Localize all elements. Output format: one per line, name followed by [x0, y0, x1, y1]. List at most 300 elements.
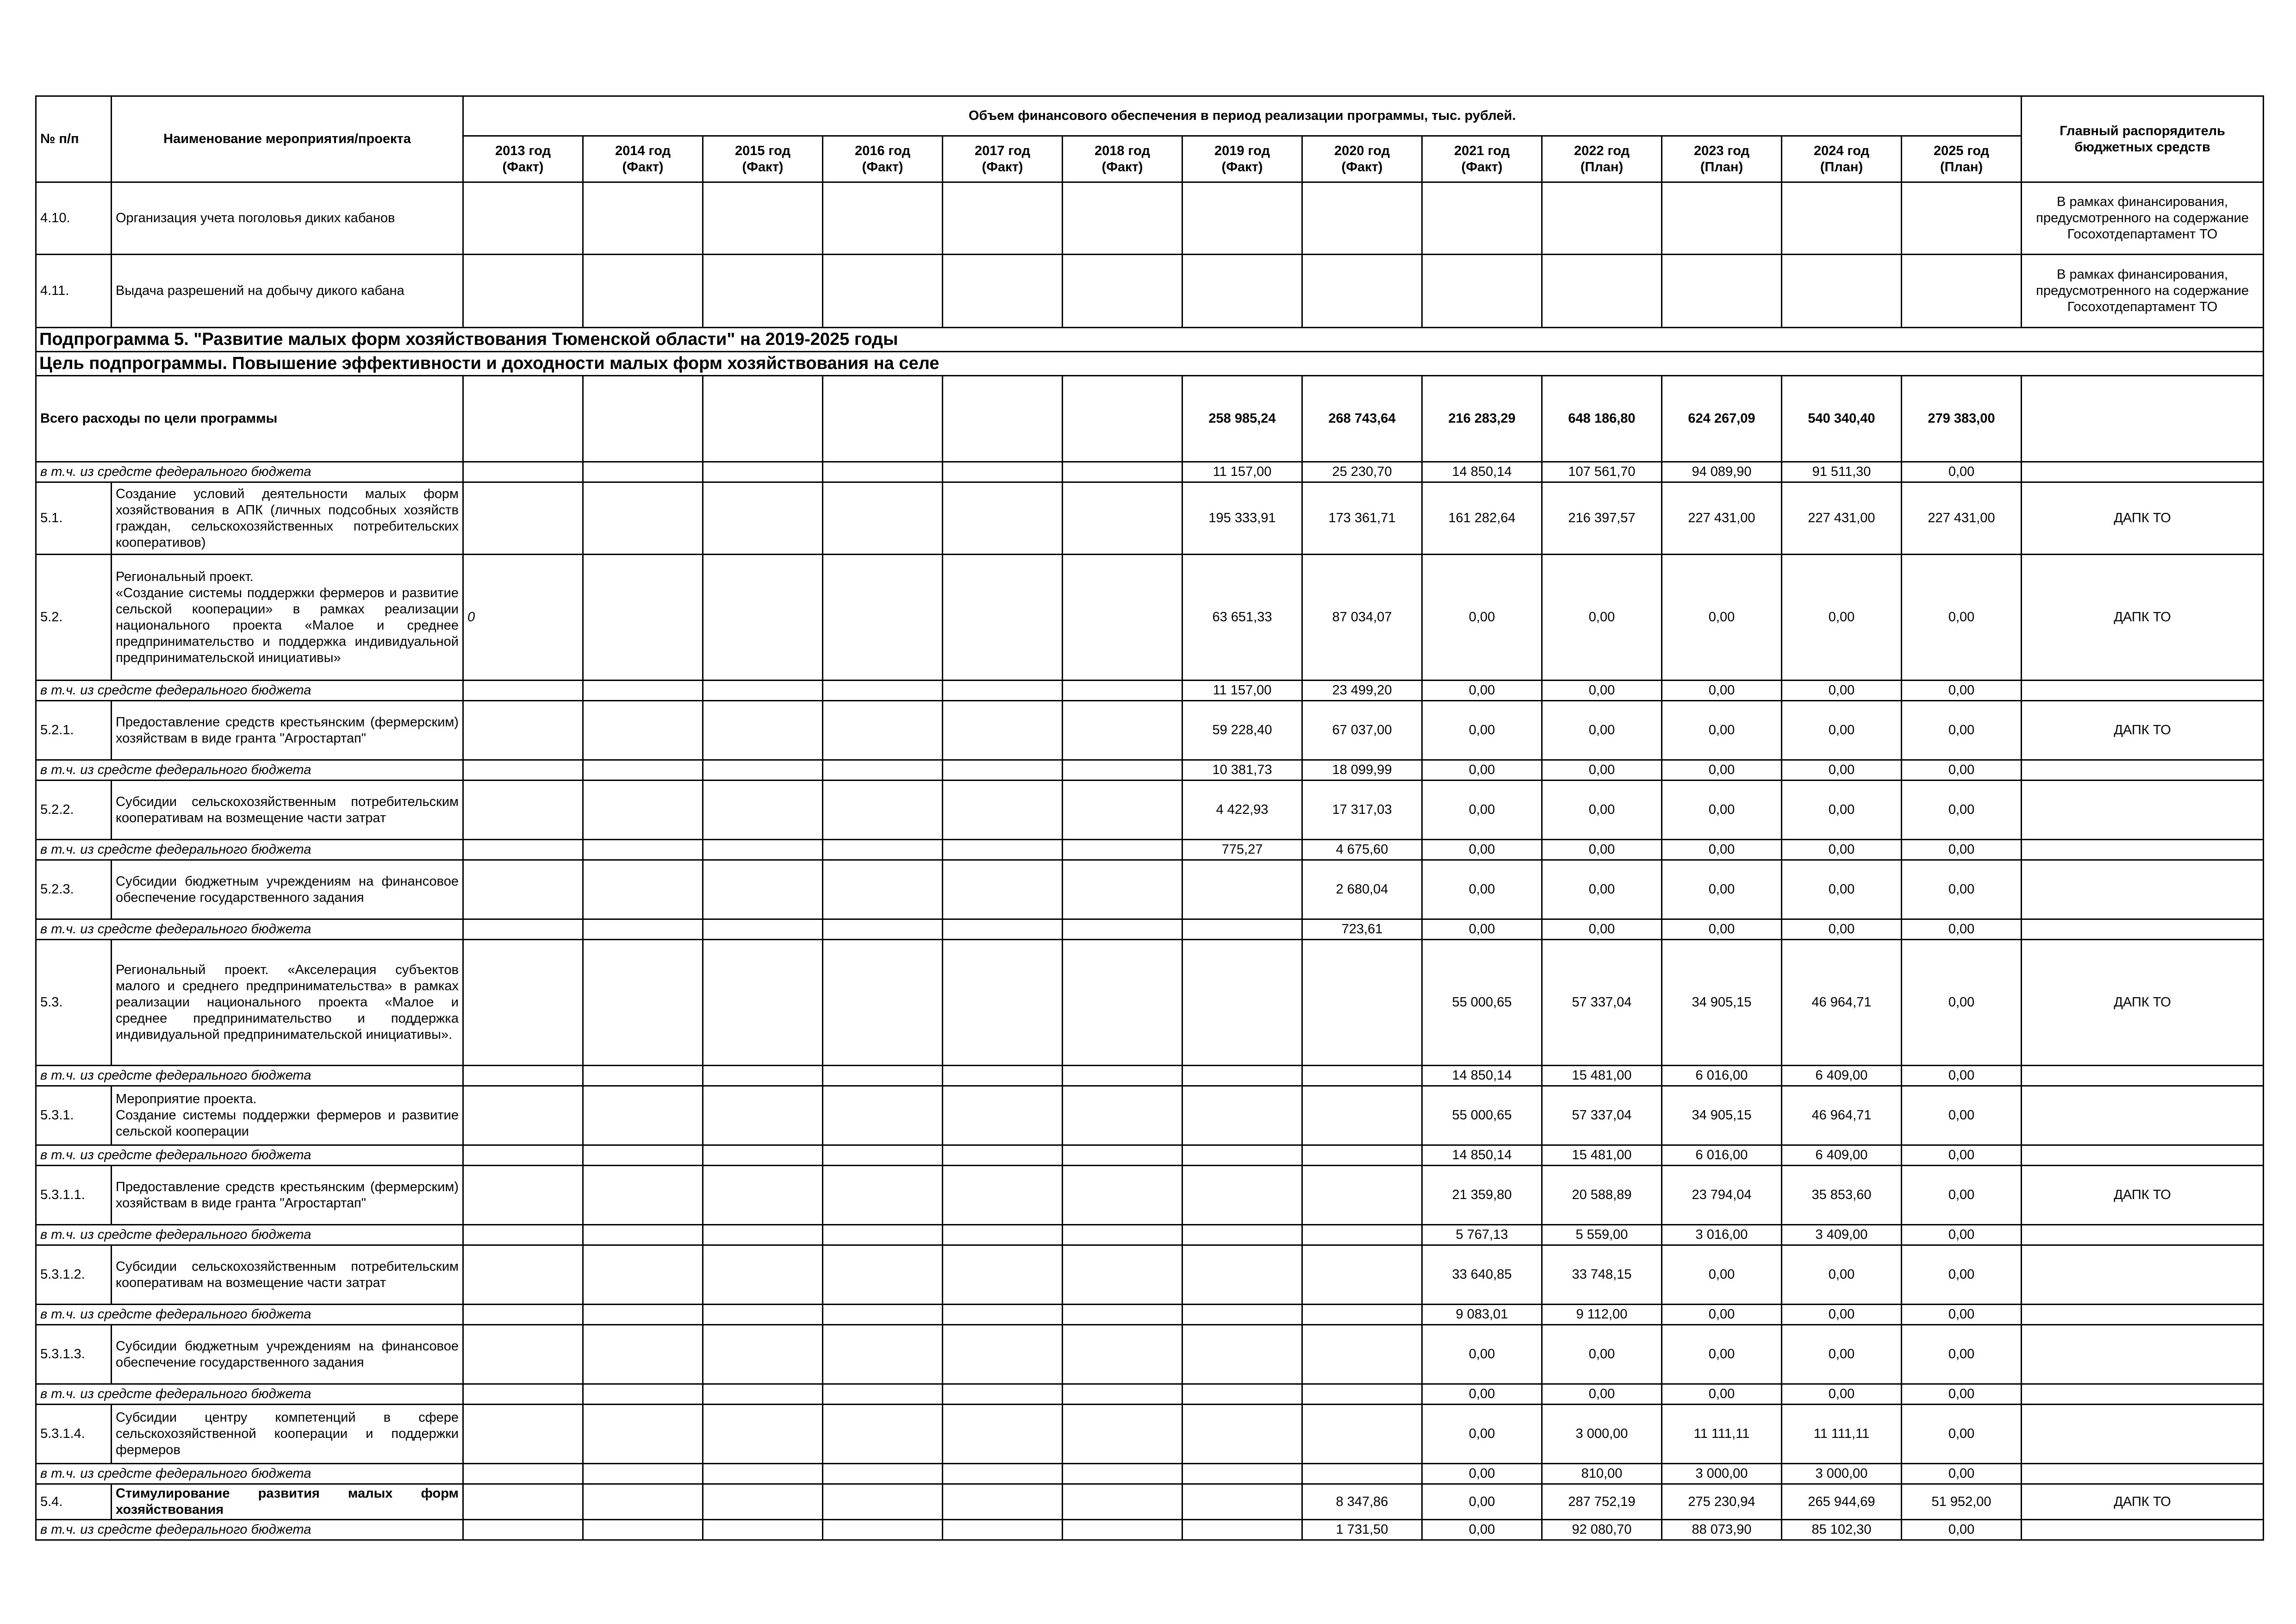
value-cell [583, 940, 703, 1066]
value-cell: 0,00 [1662, 555, 1782, 681]
value-cell: 23 499,20 [1302, 681, 1422, 701]
table-row [36, 1225, 2264, 1245]
value-cell [1302, 940, 1422, 1066]
value-cell [943, 1384, 1063, 1405]
value-cell [1182, 1405, 1302, 1464]
value-cell [1063, 182, 1182, 255]
value-cell: 0,00 [1542, 701, 1662, 760]
value-cell: 8 347,86 [1302, 1484, 1422, 1520]
value-cell [583, 1166, 703, 1225]
value-cell [583, 1384, 703, 1405]
table-row [36, 701, 2264, 760]
value-cell: 0,00 [1542, 555, 1662, 681]
value-cell [1063, 1166, 1182, 1225]
value-cell [583, 1484, 703, 1520]
value-cell [1662, 182, 1782, 255]
value-cell [463, 840, 583, 860]
value-cell: 33 748,15 [1542, 1245, 1662, 1305]
value-cell [1302, 1245, 1422, 1305]
value-cell: 0,00 [1542, 840, 1662, 860]
value-cell: 0,00 [1782, 1245, 1902, 1305]
value-cell: 34 905,15 [1662, 940, 1782, 1066]
value-cell [463, 255, 583, 328]
value-cell [943, 376, 1063, 462]
value-cell [703, 840, 823, 860]
value-cell: 3 000,00 [1542, 1405, 1662, 1464]
value-cell: 0,00 [1902, 1305, 2022, 1325]
value-cell: 0,00 [1662, 701, 1782, 760]
row-name: Создание условий деятельности малых форм хозяйствования в АПК (личных подсобных хозяйств граждан, сельскохозяйственных потребительских кооперативов) [112, 482, 463, 555]
value-cell: 6 016,00 [1662, 1145, 1782, 1166]
table-row [36, 1484, 2264, 1520]
value-cell [463, 1166, 583, 1225]
row-name: Выдача разрешений на добычу дикого кабана [112, 255, 463, 328]
value-cell: 20 588,89 [1542, 1166, 1662, 1225]
value-cell: 14 850,14 [1422, 462, 1542, 482]
value-cell [1063, 781, 1182, 840]
value-cell: 57 337,04 [1542, 940, 1662, 1066]
value-cell [703, 1384, 823, 1405]
row-number: 5.3.1.4. [36, 1405, 112, 1464]
value-cell: 265 944,69 [1782, 1484, 1902, 1520]
value-cell [703, 255, 823, 328]
value-cell [703, 1325, 823, 1384]
value-cell [1063, 940, 1182, 1066]
value-cell [1063, 1305, 1182, 1325]
value-cell: 0,00 [1542, 860, 1662, 919]
value-cell: 0,00 [1902, 760, 2022, 781]
value-cell: 55 000,65 [1422, 1086, 1542, 1145]
row-name: Субсидии сельскохозяйственным потребительским кооперативам на возмещение части затрат [112, 781, 463, 840]
value-cell [1182, 1166, 1302, 1225]
header-year: 2013 год (Факт) [463, 136, 583, 182]
value-cell [1063, 1145, 1182, 1166]
value-cell [1182, 1086, 1302, 1145]
value-cell [583, 1225, 703, 1245]
row-number: 5.4. [36, 1484, 112, 1520]
value-cell: 216 397,57 [1542, 482, 1662, 555]
value-cell: 4 675,60 [1302, 840, 1422, 860]
value-cell [1902, 255, 2022, 328]
row-number: 5.3.1. [36, 1086, 112, 1145]
value-cell: 9 112,00 [1542, 1305, 1662, 1325]
value-cell [823, 1464, 943, 1484]
table-row [36, 1405, 2264, 1464]
value-cell [583, 1405, 703, 1464]
value-cell [1302, 1464, 1422, 1484]
value-cell: 15 481,00 [1542, 1066, 1662, 1086]
value-cell [1302, 1325, 1422, 1384]
federal-budget-label: в т.ч. из средсте федерального бюджета [36, 840, 463, 860]
value-cell: 18 099,99 [1302, 760, 1422, 781]
value-cell: 275 230,94 [1662, 1484, 1782, 1520]
distributor-cell [2022, 1066, 2264, 1086]
header-year: 2022 год (План) [1542, 136, 1662, 182]
value-cell: 3 016,00 [1662, 1225, 1782, 1245]
value-cell: 0,00 [1902, 462, 2022, 482]
value-cell: 0,00 [1902, 1384, 2022, 1405]
value-cell: 87 034,07 [1302, 555, 1422, 681]
value-cell [703, 1484, 823, 1520]
value-cell: 540 340,40 [1782, 376, 1902, 462]
value-cell [1063, 1405, 1182, 1464]
distributor-cell: ДАПК ТО [2022, 482, 2264, 555]
value-cell [943, 1464, 1063, 1484]
value-cell: 173 361,71 [1302, 482, 1422, 555]
distributor-cell [2022, 1325, 2264, 1384]
row-name: Субсидии бюджетным учреждениям на финансовое обеспечение государственного задания [112, 860, 463, 919]
value-cell [463, 1225, 583, 1245]
value-cell: 0,00 [1902, 1225, 2022, 1245]
value-cell [823, 701, 943, 760]
value-cell: 0,00 [1422, 781, 1542, 840]
federal-budget-label: в т.ч. из средсте федерального бюджета [36, 1145, 463, 1166]
value-cell: 0,00 [1662, 1245, 1782, 1305]
value-cell: 94 089,90 [1662, 462, 1782, 482]
value-cell [943, 1245, 1063, 1305]
value-cell: 0 [463, 555, 583, 681]
distributor-cell [2022, 1384, 2264, 1405]
value-cell [1063, 1384, 1182, 1405]
value-cell [823, 1166, 943, 1225]
value-cell: 0,00 [1422, 555, 1542, 681]
value-cell [703, 1305, 823, 1325]
value-cell [1182, 255, 1302, 328]
value-cell [1063, 1484, 1182, 1520]
value-cell: 0,00 [1542, 1384, 1662, 1405]
value-cell: 6 016,00 [1662, 1066, 1782, 1086]
value-cell [1302, 1384, 1422, 1405]
header-year: 2015 год (Факт) [703, 136, 823, 182]
value-cell [943, 1145, 1063, 1166]
row-number: 5.3.1.2. [36, 1245, 112, 1305]
value-cell [1302, 1305, 1422, 1325]
value-cell [823, 1245, 943, 1305]
table-row [36, 482, 2264, 555]
value-cell: 0,00 [1662, 1305, 1782, 1325]
value-cell: 0,00 [1662, 1325, 1782, 1384]
value-cell [943, 482, 1063, 555]
value-cell [823, 940, 943, 1066]
distributor-cell [2022, 1520, 2264, 1540]
value-cell [1662, 255, 1782, 328]
value-cell [1063, 760, 1182, 781]
value-cell: 0,00 [1902, 681, 2022, 701]
value-cell [703, 860, 823, 919]
value-cell: 23 794,04 [1662, 1166, 1782, 1225]
value-cell [583, 1086, 703, 1145]
row-number: 5.2.3. [36, 860, 112, 919]
value-cell: 0,00 [1902, 1166, 2022, 1225]
table-row [36, 1384, 2264, 1405]
value-cell [943, 1305, 1063, 1325]
distributor-cell [2022, 781, 2264, 840]
header-funding: Объем финансового обеспечения в период реализации программы, тыс. рублей. [463, 96, 2022, 136]
value-cell: 0,00 [1422, 760, 1542, 781]
row-number: 5.3.1.1. [36, 1166, 112, 1225]
value-cell: 775,27 [1182, 840, 1302, 860]
value-cell [1302, 1086, 1422, 1145]
value-cell [943, 1520, 1063, 1540]
row-number: 4.11. [36, 255, 112, 328]
distributor-cell [2022, 1145, 2264, 1166]
row-name: Организация учета поголовья диких кабанов [112, 182, 463, 255]
header-year: 2021 год (Факт) [1422, 136, 1542, 182]
federal-budget-label: в т.ч. из средсте федерального бюджета [36, 462, 463, 482]
value-cell [583, 840, 703, 860]
value-cell: 0,00 [1782, 681, 1902, 701]
value-cell [943, 860, 1063, 919]
value-cell [1182, 1066, 1302, 1086]
value-cell: 1 731,50 [1302, 1520, 1422, 1540]
value-cell: 0,00 [1902, 1145, 2022, 1166]
value-cell: 0,00 [1902, 1086, 2022, 1145]
value-cell: 2 680,04 [1302, 860, 1422, 919]
value-cell: 279 383,00 [1902, 376, 2022, 462]
header-distributor: Главный распорядитель бюджетных средств [2022, 96, 2264, 182]
value-cell [1542, 255, 1662, 328]
value-cell [1302, 255, 1422, 328]
distributor-cell [2022, 1245, 2264, 1305]
value-cell [943, 462, 1063, 482]
value-cell [943, 760, 1063, 781]
header-year: 2014 год (Факт) [583, 136, 703, 182]
federal-budget-label: в т.ч. из средсте федерального бюджета [36, 1464, 463, 1484]
federal-budget-label: в т.ч. из средсте федерального бюджета [36, 919, 463, 940]
value-cell: 0,00 [1422, 919, 1542, 940]
value-cell [1302, 1166, 1422, 1225]
value-cell [703, 1520, 823, 1540]
value-cell [1063, 1520, 1182, 1540]
value-cell [1063, 376, 1182, 462]
row-number: 5.2.2. [36, 781, 112, 840]
value-cell [1422, 182, 1542, 255]
value-cell [463, 1145, 583, 1166]
federal-budget-label: в т.ч. из средсте федерального бюджета [36, 1384, 463, 1405]
value-cell: 0,00 [1782, 919, 1902, 940]
table-row [36, 182, 2264, 255]
value-cell [463, 1325, 583, 1384]
value-cell [823, 462, 943, 482]
federal-budget-label: в т.ч. из средсте федерального бюджета [36, 1305, 463, 1325]
value-cell [1182, 1384, 1302, 1405]
value-cell [823, 919, 943, 940]
distributor-cell [2022, 860, 2264, 919]
header-year: 2020 год (Факт) [1302, 136, 1422, 182]
table-row [36, 1325, 2264, 1384]
value-cell [943, 701, 1063, 760]
value-cell: 0,00 [1422, 860, 1542, 919]
value-cell: 0,00 [1902, 555, 2022, 681]
value-cell: 6 409,00 [1782, 1145, 1902, 1166]
table-row [36, 860, 2264, 919]
value-cell: 0,00 [1782, 701, 1902, 760]
row-number: 5.2.1. [36, 701, 112, 760]
value-cell [823, 182, 943, 255]
row-name: Предоставление средств крестьянским (фермерским) хозяйствам в виде гранта "Агростартап" [112, 1166, 463, 1225]
value-cell: 0,00 [1662, 860, 1782, 919]
value-cell [463, 1066, 583, 1086]
value-cell [703, 182, 823, 255]
value-cell: 92 080,70 [1542, 1520, 1662, 1540]
value-cell: 810,00 [1542, 1464, 1662, 1484]
value-cell [1782, 182, 1902, 255]
subprogram-heading [36, 328, 2264, 352]
value-cell: 63 651,33 [1182, 555, 1302, 681]
value-cell [943, 182, 1063, 255]
value-cell [703, 1066, 823, 1086]
value-cell [583, 1245, 703, 1305]
value-cell: 15 481,00 [1542, 1145, 1662, 1166]
value-cell [583, 1305, 703, 1325]
distributor-cell [2022, 681, 2264, 701]
value-cell [583, 482, 703, 555]
row-name: Мероприятие проекта. Создание системы поддержки фермеров и развитие сельской кооперации [112, 1086, 463, 1145]
value-cell [823, 1405, 943, 1464]
table-row [36, 376, 2264, 462]
row-name: Предоставление средств крестьянским (фермерским) хозяйствам в виде гранта "Агростартап" [112, 701, 463, 760]
value-cell [1182, 182, 1302, 255]
table-row [36, 1464, 2264, 1484]
value-cell: 0,00 [1542, 781, 1662, 840]
value-cell: 0,00 [1662, 681, 1782, 701]
value-cell: 227 431,00 [1662, 482, 1782, 555]
value-cell [463, 482, 583, 555]
value-cell: 0,00 [1782, 1325, 1902, 1384]
value-cell [583, 182, 703, 255]
value-cell [943, 919, 1063, 940]
row-name: Региональный проект. «Акселерация субъектов малого и среднего предпринимательства» в рамках реализации национального проекта «Малое и среднее предпринимательство и поддержка индивидуальной предпринимательской инициативы». [112, 940, 463, 1066]
distributor-cell: ДАПК ТО [2022, 1484, 2264, 1520]
value-cell [823, 781, 943, 840]
value-cell: 227 431,00 [1782, 482, 1902, 555]
value-cell [703, 376, 823, 462]
value-cell [1063, 860, 1182, 919]
value-cell: 0,00 [1902, 701, 2022, 760]
value-cell: 0,00 [1542, 1325, 1662, 1384]
value-cell [703, 760, 823, 781]
value-cell [943, 1086, 1063, 1145]
value-cell [1182, 1325, 1302, 1384]
value-cell: 11 157,00 [1182, 462, 1302, 482]
header-year: 2017 год (Факт) [943, 136, 1063, 182]
subprogram-heading-title: Подпрограмма 5. "Развитие малых форм хозяйствования Тюменской области" на 2019-2025 годы [36, 328, 2264, 352]
value-cell [1182, 1305, 1302, 1325]
value-cell [823, 1066, 943, 1086]
distributor-cell [2022, 1405, 2264, 1464]
value-cell [823, 1520, 943, 1540]
table-row [36, 1305, 2264, 1325]
value-cell [703, 1166, 823, 1225]
value-cell [583, 1066, 703, 1086]
row-number: 4.10. [36, 182, 112, 255]
value-cell: 21 359,80 [1422, 1166, 1542, 1225]
value-cell [823, 1484, 943, 1520]
value-cell [1422, 255, 1542, 328]
value-cell: 0,00 [1422, 1520, 1542, 1540]
value-cell [1542, 182, 1662, 255]
federal-budget-label: в т.ч. из средсте федерального бюджета [36, 681, 463, 701]
value-cell: 0,00 [1782, 860, 1902, 919]
table-row [36, 1066, 2264, 1086]
value-cell: 0,00 [1662, 840, 1782, 860]
table-row [36, 1086, 2264, 1145]
value-cell [823, 555, 943, 681]
value-cell [583, 860, 703, 919]
value-cell: 195 333,91 [1182, 482, 1302, 555]
value-cell [583, 919, 703, 940]
value-cell: 0,00 [1782, 1384, 1902, 1405]
value-cell [943, 1066, 1063, 1086]
value-cell: 25 230,70 [1302, 462, 1422, 482]
value-cell: 258 985,24 [1182, 376, 1302, 462]
header-year: 2024 год (План) [1782, 136, 1902, 182]
value-cell: 0,00 [1422, 1464, 1542, 1484]
value-cell [583, 1520, 703, 1540]
value-cell: 46 964,71 [1782, 1086, 1902, 1145]
value-cell [703, 1145, 823, 1166]
header-year: 2018 год (Факт) [1063, 136, 1182, 182]
goal-heading [36, 352, 2264, 376]
distributor-cell [2022, 840, 2264, 860]
value-cell: 55 000,65 [1422, 940, 1542, 1066]
distributor-cell [2022, 1305, 2264, 1325]
row-name: Субсидии центру компетенций в сфере сельскохозяйственной кооперации и поддержки фермеров [112, 1405, 463, 1464]
value-cell [1302, 182, 1422, 255]
value-cell [583, 555, 703, 681]
value-cell: 88 073,90 [1662, 1520, 1782, 1540]
value-cell: 11 111,11 [1662, 1405, 1782, 1464]
value-cell [1182, 860, 1302, 919]
value-cell: 9 083,01 [1422, 1305, 1542, 1325]
value-cell: 0,00 [1902, 840, 2022, 860]
value-cell: 17 317,03 [1302, 781, 1422, 840]
value-cell [1182, 1245, 1302, 1305]
value-cell [463, 701, 583, 760]
value-cell: 14 850,14 [1422, 1066, 1542, 1086]
value-cell: 6 409,00 [1782, 1066, 1902, 1086]
value-cell [1063, 1464, 1182, 1484]
value-cell [703, 555, 823, 681]
value-cell: 0,00 [1902, 1245, 2022, 1305]
table-row [36, 940, 2264, 1066]
table-row [36, 760, 2264, 781]
value-cell [463, 919, 583, 940]
value-cell [1063, 555, 1182, 681]
value-cell: 0,00 [1902, 1325, 2022, 1384]
distributor-cell: ДАПК ТО [2022, 701, 2264, 760]
value-cell [1063, 681, 1182, 701]
value-cell [703, 701, 823, 760]
value-cell: 3 000,00 [1782, 1464, 1902, 1484]
value-cell [823, 376, 943, 462]
value-cell [583, 701, 703, 760]
value-cell [1182, 919, 1302, 940]
value-cell: 11 157,00 [1182, 681, 1302, 701]
value-cell: 0,00 [1422, 701, 1542, 760]
federal-budget-label: в т.ч. из средсте федерального бюджета [36, 760, 463, 781]
value-cell [463, 1484, 583, 1520]
value-cell: 107 561,70 [1542, 462, 1662, 482]
value-cell [823, 1225, 943, 1245]
value-cell [463, 781, 583, 840]
value-cell [463, 1520, 583, 1540]
value-cell: 0,00 [1902, 860, 2022, 919]
table-row [36, 1245, 2264, 1305]
value-cell [943, 1484, 1063, 1520]
value-cell [1182, 1225, 1302, 1245]
value-cell [463, 376, 583, 462]
